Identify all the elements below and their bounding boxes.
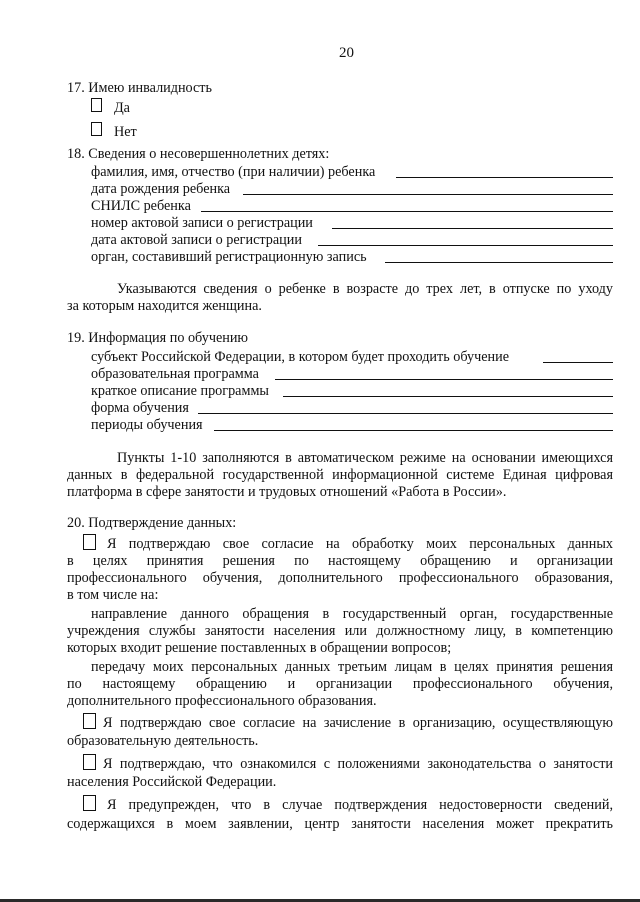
study-form-label: форма обучения bbox=[91, 400, 189, 416]
child-name-field[interactable] bbox=[396, 177, 613, 178]
section-19-note-line-1: Пункты 1-10 заполняются в автоматическом режиме на основании имеющихся bbox=[117, 450, 613, 466]
section-19-note-line-2: данных в федеральной государственной информационной системе Единая цифровая bbox=[67, 467, 613, 483]
consent-legislation-checkbox[interactable] bbox=[83, 754, 96, 770]
record-number-field[interactable] bbox=[332, 228, 613, 229]
consent-1-item-a-line-2: учреждения службы занятости населения или должностному лицу, в компетенцию bbox=[67, 623, 613, 639]
consent-3-line-2: населения Российской Федерации. bbox=[67, 774, 277, 790]
consent-1-item-a-line-1: направление данного обращения в государственный орган, государственные bbox=[91, 606, 613, 622]
program-description-label: краткое описание программы bbox=[91, 383, 269, 399]
consent-personal-data-checkbox[interactable] bbox=[83, 534, 96, 550]
program-label: образовательная программа bbox=[91, 366, 259, 382]
section-20-heading: 20. Подтверждение данных: bbox=[67, 515, 237, 531]
consent-3-line-1: Я подтверждаю, что ознакомился с положениями законодательства о занятости bbox=[103, 756, 613, 772]
program-description-field[interactable] bbox=[283, 396, 613, 397]
consent-warning-checkbox[interactable] bbox=[83, 795, 96, 811]
section-18-note-line-1: Указываются сведения о ребенке в возрасте до трех лет, в отпуске по уходу bbox=[117, 281, 613, 297]
page-number: 20 bbox=[339, 45, 354, 61]
region-label: субъект Российской Федерации, в котором будет проходить обучение bbox=[91, 349, 510, 365]
consent-1-line-2: в целях принятия решения по настоящему обращению и организации bbox=[67, 553, 613, 569]
disability-no-checkbox[interactable] bbox=[91, 122, 102, 136]
child-birthdate-field[interactable] bbox=[243, 194, 613, 195]
consent-1-item-b-line-1: передачу моих персональных данных третьим лицам в целях принятия решения bbox=[91, 659, 613, 675]
disability-yes-checkbox[interactable] bbox=[91, 98, 102, 112]
child-snils-field[interactable] bbox=[201, 211, 613, 212]
study-periods-label: периоды обучения bbox=[91, 417, 203, 433]
study-periods-field[interactable] bbox=[214, 430, 613, 431]
record-date-field[interactable] bbox=[318, 245, 613, 246]
consent-1-line-4: в том числе на: bbox=[67, 587, 159, 603]
record-number-label: номер актовой записи о регистрации bbox=[91, 215, 313, 231]
disability-yes-label: Да bbox=[114, 100, 130, 116]
child-birthdate-label: дата рождения ребенка bbox=[91, 181, 231, 197]
consent-1-item-b-line-3: дополнительного профессионального образования. bbox=[67, 693, 377, 709]
section-18-heading: 18. Сведения о несовершеннолетних детях: bbox=[67, 146, 330, 162]
region-field[interactable] bbox=[543, 362, 613, 363]
consent-1-line-3: профессионального обучения, дополнительного профессионального образования, bbox=[67, 570, 613, 586]
child-snils-label: СНИЛС ребенка bbox=[91, 198, 191, 214]
section-19-heading: 19. Информация по обучению bbox=[67, 330, 249, 346]
consent-2-line-1: Я подтверждаю свое согласие на зачисление в организацию, осуществляющую bbox=[103, 715, 613, 731]
section-18-note-line-2: за которым находится женщина. bbox=[67, 298, 262, 314]
record-authority-field[interactable] bbox=[385, 262, 613, 263]
record-date-label: дата актовой записи о регистрации bbox=[91, 232, 302, 248]
disability-no-label: Нет bbox=[114, 124, 137, 140]
section-17-heading: 17. Имею инвалидность bbox=[67, 80, 212, 96]
consent-2-line-2: образовательную деятельность. bbox=[67, 733, 259, 749]
study-form-field[interactable] bbox=[198, 413, 613, 414]
consent-1-item-a-line-3: которых входит решение поставленных в обращении вопросов; bbox=[67, 640, 452, 656]
consent-enrollment-checkbox[interactable] bbox=[83, 713, 96, 729]
child-name-label: фамилия, имя, отчество (при наличии) ребенка bbox=[91, 164, 376, 180]
program-field[interactable] bbox=[275, 379, 613, 380]
consent-4-line-1: Я предупрежден, что в случае подтверждения недостоверности сведений, bbox=[107, 797, 613, 813]
consent-4-line-2: содержащихся в моем заявлении, центр занятости населения может прекратить bbox=[67, 816, 613, 832]
section-19-note-line-3: платформа в сфере занятости и трудовых отношений «Работа в России». bbox=[67, 484, 507, 500]
consent-1-item-b-line-2: по настоящему обращению и организации профессионального обучения, bbox=[67, 676, 613, 692]
record-authority-label: орган, составивший регистрационную запись bbox=[91, 249, 367, 265]
consent-1-line-1: Я подтверждаю свое согласие на обработку моих персональных данных bbox=[107, 536, 613, 552]
